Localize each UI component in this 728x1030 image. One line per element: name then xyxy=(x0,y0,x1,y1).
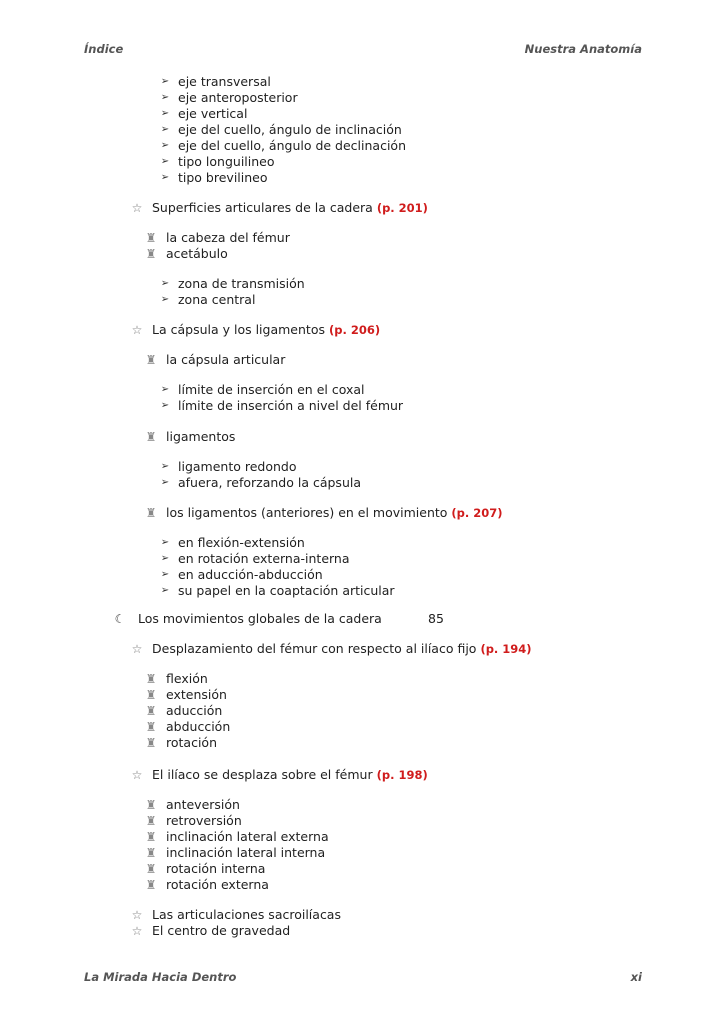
figure-bullet-icon: ♜ xyxy=(145,878,157,892)
arrow-bullet-icon: ➢ xyxy=(160,384,170,395)
toc-entry-text xyxy=(166,687,227,703)
figure-bullet-icon: ♜ xyxy=(145,830,157,844)
star-bullet-icon: ☆ xyxy=(131,924,143,938)
toc-entry-text xyxy=(152,200,428,216)
figure-bullet-icon: ♜ xyxy=(145,736,157,750)
toc-entry-label: afuera, reforzando la cápsula xyxy=(178,475,362,490)
arrow-bullet-icon: ➢ xyxy=(160,569,170,580)
toc-entry-label: flexión xyxy=(166,671,208,686)
toc-entry-label: eje del cuello, ángulo de inclinación xyxy=(178,122,402,137)
toc-entry-text xyxy=(178,90,298,106)
toc-entry-text xyxy=(166,813,242,829)
toc-entry-text xyxy=(152,322,380,338)
toc-entry-text xyxy=(178,551,350,567)
arrow-bullet-icon: ➢ xyxy=(160,400,170,411)
figure-bullet-icon: ♜ xyxy=(145,430,157,444)
toc-entry-text xyxy=(178,154,275,170)
footer-page-number: xi xyxy=(630,970,642,984)
toc-entry-label: Las articulaciones sacroilíacas xyxy=(152,907,341,922)
toc-entry-text xyxy=(166,719,230,735)
figure-bullet-icon: ♜ xyxy=(145,688,157,702)
toc-entry-text xyxy=(152,923,290,939)
toc-entry-label: rotación externa xyxy=(166,877,269,892)
arrow-bullet-icon: ➢ xyxy=(160,76,170,87)
figure-bullet-icon: ♜ xyxy=(145,814,157,828)
moon-bullet-icon: ☾ xyxy=(114,612,126,626)
star-bullet-icon: ☆ xyxy=(131,642,143,656)
toc-entry-label: extensión xyxy=(166,687,227,702)
toc-entry-label: aducción xyxy=(166,703,223,718)
arrow-bullet-icon: ➢ xyxy=(160,294,170,305)
figure-bullet-icon: ♜ xyxy=(145,672,157,686)
page-header xyxy=(84,42,642,58)
toc-entry-label: tipo longuilineo xyxy=(178,154,275,169)
toc-entry-label: eje transversal xyxy=(178,74,271,89)
arrow-bullet-icon: ➢ xyxy=(160,537,170,548)
toc-entry-label: límite de inserción a nivel del fémur xyxy=(178,398,404,413)
arrow-bullet-icon: ➢ xyxy=(160,278,170,289)
page-reference: (p. 198) xyxy=(376,768,428,782)
page-footer xyxy=(84,970,642,986)
toc-entry-text xyxy=(178,583,395,599)
toc-entry-text xyxy=(178,292,255,308)
toc-entry-label: La cápsula y los ligamentos xyxy=(152,322,325,337)
toc-entry-text xyxy=(166,861,265,877)
toc-entry-label: inclinación lateral externa xyxy=(166,829,329,844)
toc-entry-label: ligamentos xyxy=(166,429,236,444)
toc-entry-label: los ligamentos (anteriores) en el movimiento xyxy=(166,505,448,520)
arrow-bullet-icon: ➢ xyxy=(160,553,170,564)
toc-entry-label: abducción xyxy=(166,719,231,734)
toc-entry-text xyxy=(178,475,361,491)
page-reference: (p. 201) xyxy=(376,201,428,215)
figure-bullet-icon: ♜ xyxy=(145,353,157,367)
toc-entry-label: ligamento redondo xyxy=(178,459,297,474)
toc-entry-text xyxy=(166,429,235,445)
arrow-bullet-icon: ➢ xyxy=(160,92,170,103)
star-bullet-icon: ☆ xyxy=(131,768,143,782)
toc-entry-text xyxy=(166,230,290,246)
toc-entry-label: Desplazamiento del fémur con respecto al ilíaco fijo xyxy=(152,641,477,656)
toc-entry-text xyxy=(178,122,402,138)
toc-entry-label: su papel en la coaptación articular xyxy=(178,583,395,598)
toc-entry-label: El ilíaco se desplaza sobre el fémur xyxy=(152,767,373,782)
figure-bullet-icon: ♜ xyxy=(145,231,157,245)
toc-entry-label: en rotación externa-interna xyxy=(178,551,350,566)
toc-entry-label: retroversión xyxy=(166,813,242,828)
arrow-bullet-icon: ➢ xyxy=(160,172,170,183)
toc-entry-text xyxy=(178,170,268,186)
figure-bullet-icon: ♜ xyxy=(145,704,157,718)
toc-entry-label: El centro de gravedad xyxy=(152,923,291,938)
toc-entry-label: rotación interna xyxy=(166,861,266,876)
star-bullet-icon: ☆ xyxy=(131,323,143,337)
toc-entry-text xyxy=(178,276,305,292)
toc-entry-text xyxy=(166,845,325,861)
toc-entry-text xyxy=(166,703,222,719)
arrow-bullet-icon: ➢ xyxy=(160,477,170,488)
figure-bullet-icon: ♜ xyxy=(145,247,157,261)
toc-entry-label: Superficies articulares de la cadera xyxy=(152,200,373,215)
figure-bullet-icon: ♜ xyxy=(145,798,157,812)
toc-entry-text xyxy=(166,505,503,521)
toc-entry-label: límite de inserción en el coxal xyxy=(178,382,365,397)
arrow-bullet-icon: ➢ xyxy=(160,108,170,119)
toc-entry-text xyxy=(178,567,323,583)
toc-entry-label: zona central xyxy=(178,292,256,307)
arrow-bullet-icon: ➢ xyxy=(160,156,170,167)
toc-entry-text xyxy=(166,246,228,262)
toc-entry-text xyxy=(138,611,382,627)
toc-entry-text xyxy=(152,767,428,783)
figure-bullet-icon: ♜ xyxy=(145,506,157,520)
toc-entry-label: en aducción-abducción xyxy=(178,567,323,582)
toc-entry-label: Los movimientos globales de la cadera xyxy=(138,611,382,626)
figure-bullet-icon: ♜ xyxy=(145,720,157,734)
toc-entry-text xyxy=(178,138,406,154)
toc-entry-label: eje vertical xyxy=(178,106,248,121)
toc-entry-text xyxy=(166,829,329,845)
header-section-title: Índice xyxy=(84,42,124,56)
toc-entry-text xyxy=(178,382,365,398)
toc-entry-label: en flexión-extensión xyxy=(178,535,305,550)
toc-entry-label: la cabeza del fémur xyxy=(166,230,290,245)
star-bullet-icon: ☆ xyxy=(131,908,143,922)
toc-entry-text xyxy=(166,352,285,368)
arrow-bullet-icon: ➢ xyxy=(160,585,170,596)
toc-entry-label: tipo brevilineo xyxy=(178,170,268,185)
page-reference: (p. 207) xyxy=(451,506,503,520)
toc-entry-label: zona de transmisión xyxy=(178,276,305,291)
figure-bullet-icon: ♜ xyxy=(145,846,157,860)
toc-entry-text xyxy=(166,735,217,751)
header-book-title: Nuestra Anatomía xyxy=(524,42,642,56)
arrow-bullet-icon: ➢ xyxy=(160,461,170,472)
toc-entry-label: anteversión xyxy=(166,797,240,812)
figure-bullet-icon: ♜ xyxy=(145,862,157,876)
toc-entry-label: inclinación lateral interna xyxy=(166,845,326,860)
toc-entry-label: acetábulo xyxy=(166,246,228,261)
page-reference: (p. 206) xyxy=(328,323,381,337)
arrow-bullet-icon: ➢ xyxy=(160,124,170,135)
arrow-bullet-icon: ➢ xyxy=(160,140,170,151)
chapter-page-number: 85 xyxy=(428,611,444,626)
page-reference: (p. 194) xyxy=(480,642,532,656)
toc-entry-text xyxy=(178,398,403,414)
toc-entry-label: rotación xyxy=(166,735,217,750)
toc-entry-label: eje anteroposterior xyxy=(178,90,298,105)
footer-book-title: La Mirada Hacia Dentro xyxy=(84,970,237,984)
toc-entry-text xyxy=(166,671,208,687)
toc-entry-text xyxy=(166,877,269,893)
toc-entry-text xyxy=(178,106,247,122)
toc-entry-text xyxy=(178,74,271,90)
toc-entry-label: eje del cuello, ángulo de declinación xyxy=(178,138,406,153)
toc-entry-text xyxy=(152,641,532,657)
star-bullet-icon: ☆ xyxy=(131,201,143,215)
toc-entry-text xyxy=(178,459,297,475)
toc-entry-text xyxy=(152,907,341,923)
toc-entry-text xyxy=(166,797,240,813)
toc-entry-text xyxy=(178,535,305,551)
toc-entry-label: la cápsula articular xyxy=(166,352,286,367)
